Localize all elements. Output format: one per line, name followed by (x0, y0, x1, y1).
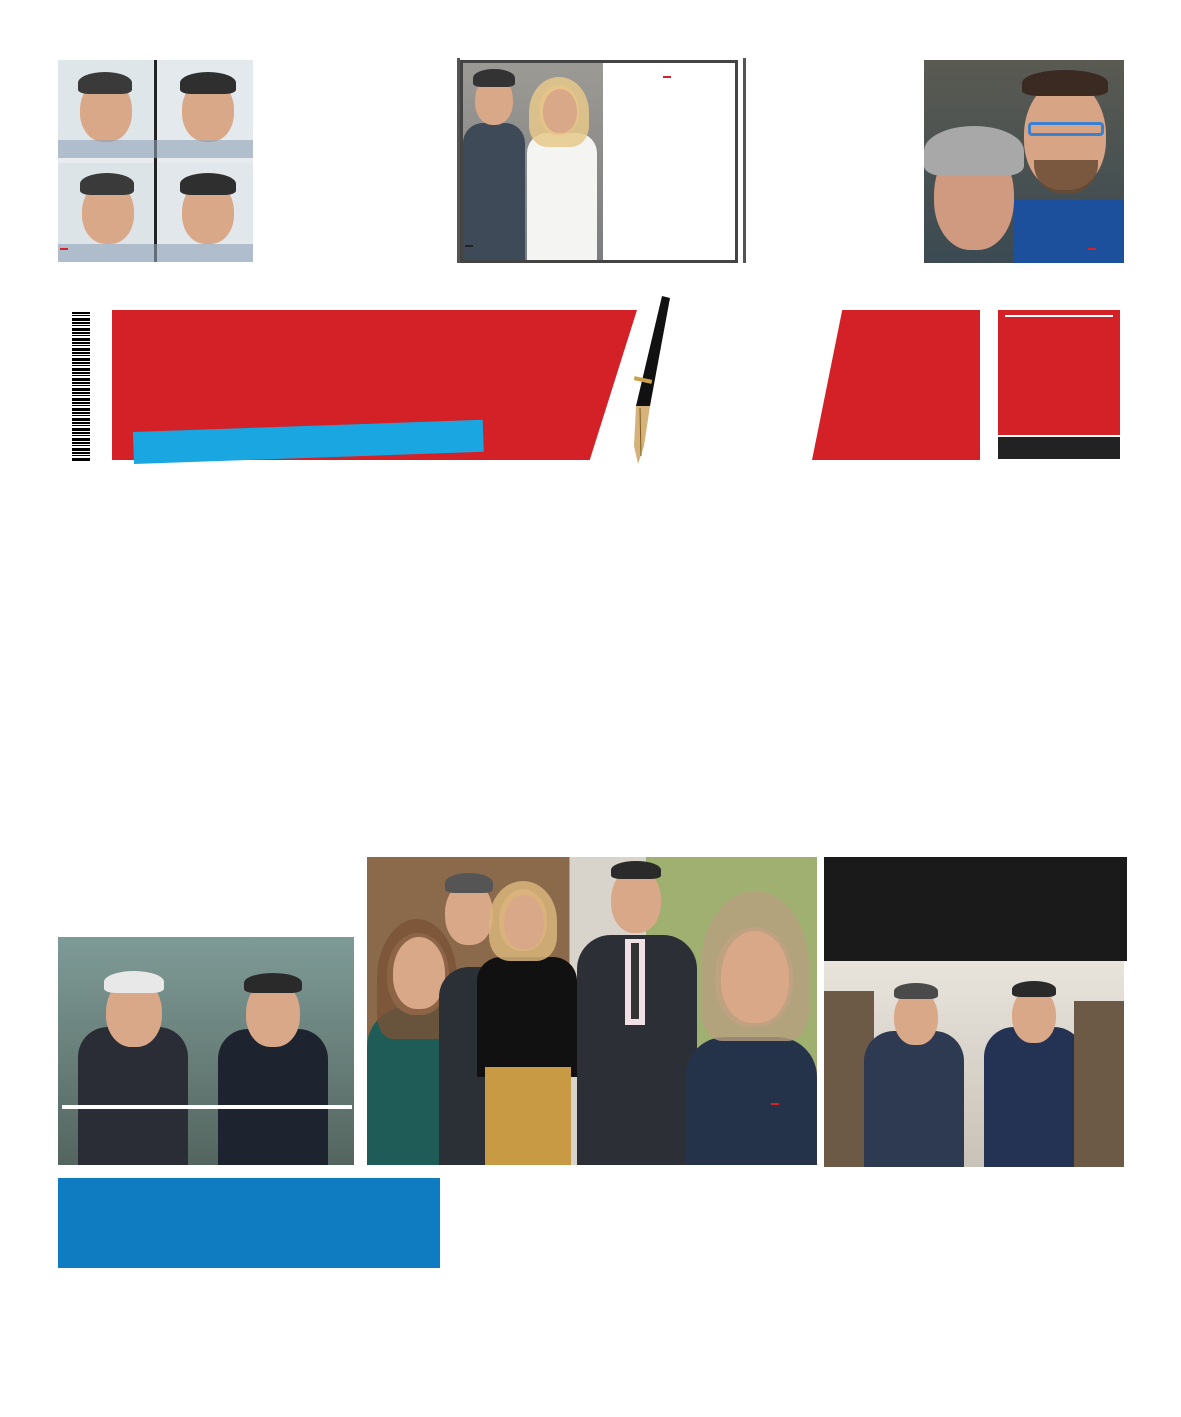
mitsotakis-family-photo (367, 857, 817, 1165)
column-divider (743, 58, 746, 263)
bottom-story-1-area (58, 1178, 440, 1266)
investigation-subline (752, 218, 940, 254)
kicker-badge (256, 45, 454, 81)
mugshot-photo-grid (58, 60, 253, 262)
page-ref (1088, 248, 1096, 250)
bank-meeting-photo (58, 937, 354, 1165)
left-photo-panel[interactable] (58, 857, 358, 1169)
page-ref (771, 1103, 779, 1105)
right-photo-panel[interactable] (824, 857, 1129, 1169)
website-link[interactable] (998, 437, 1120, 459)
right-box-kicker (824, 857, 1127, 961)
resignation-photo (463, 63, 603, 260)
handshake-photo (824, 961, 1124, 1167)
lead-headline (58, 606, 1138, 608)
top-story-2[interactable] (460, 60, 738, 263)
left-photo-caption (62, 1105, 352, 1109)
date-price-box (998, 310, 1120, 435)
page-ref (60, 248, 68, 250)
barcode (60, 312, 92, 462)
left-box-kicker (58, 857, 358, 947)
top-story-1[interactable] (58, 60, 453, 265)
top-story-2-text (599, 65, 735, 83)
top-story-3[interactable] (750, 58, 1130, 265)
resigned-kicker (663, 76, 671, 78)
page-ref (465, 245, 473, 247)
fountain-pen-icon (610, 296, 670, 471)
center-photo-panel[interactable] (367, 857, 817, 1169)
selfie-photo (924, 60, 1124, 263)
logo-block-right (812, 310, 980, 460)
